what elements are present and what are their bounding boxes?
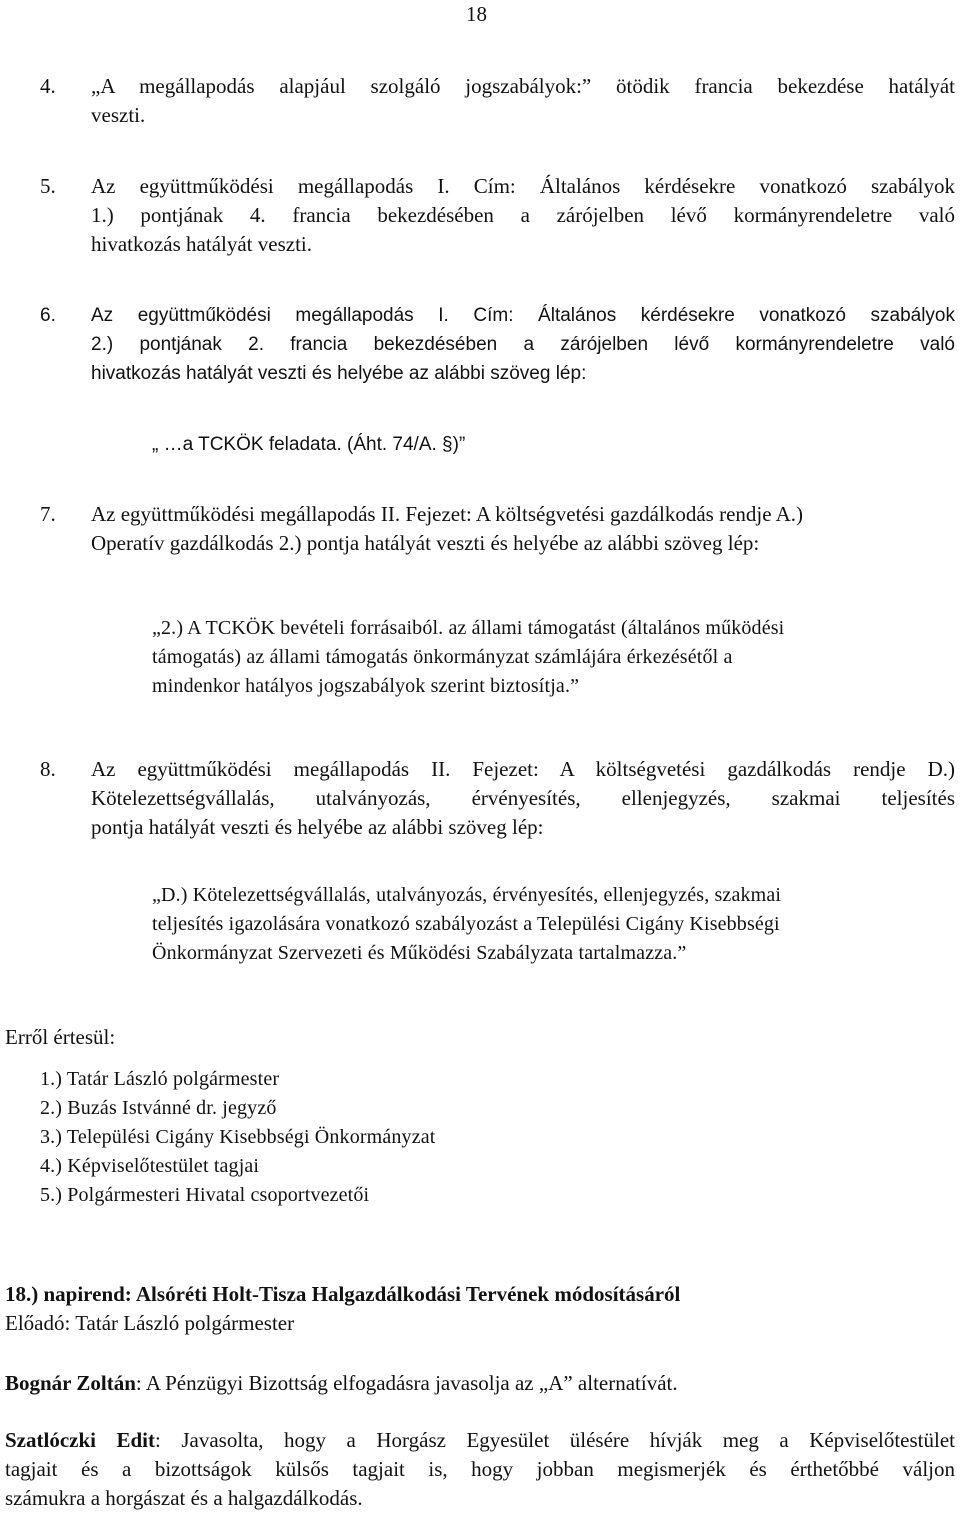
quote-text: „ …a TCKÖK feladata. (Áht. 74/A. §)” <box>152 434 466 455</box>
item-line: Az együttműködési megállapodás I. Cím: Általános kérdésekre vonatkozó szabályok <box>91 305 955 326</box>
statement-line: számukra a horgászat és a halgazdálkodás. <box>5 1486 363 1510</box>
item-line: hivatkozás hatályát veszti és helyébe az alábbi szöveg lép: <box>91 363 587 384</box>
quote-line: „2.) A TCKÖK bevételi forrásaiból. az állami támogatást (általános működési <box>152 617 785 639</box>
statement-line: tagjait és a bizottságok külsős tagjait is, hogy jobban megismerjék és érthetőbbé váljon <box>5 1457 955 1481</box>
quote-line: „D.) Kötelezettségvállalás, utalványozás, érvényesítés, ellenjegyzés, szakmai <box>152 884 782 906</box>
page-number: 18 <box>466 2 487 26</box>
statement-text: : A Pénzügyi Bizottság elfogadásra javasolja az „A” alternatívát. <box>135 1371 678 1395</box>
list-item: 3.) Települési Cigány Kisebbségi Önkormányzat <box>40 1126 436 1148</box>
speaker-name: Bognár Zoltán <box>5 1371 136 1395</box>
item-line: Az együttműködési megállapodás II. Fejezet: A költségvetési gazdálkodás rendje A.) <box>91 502 804 526</box>
list-item: 4.) Képviselőtestület tagjai <box>40 1155 260 1177</box>
item-number: 8. <box>40 757 56 781</box>
notify-list <box>40 1065 435 1210</box>
item-text <box>91 72 955 130</box>
item-line: 2.) pontjának 2. francia bekezdésében a zárójelben lévő kormányrendeletre való <box>91 334 955 355</box>
quote-block <box>152 881 932 968</box>
item-number: 6. <box>40 305 56 326</box>
item-text <box>91 755 955 842</box>
item-line: 1.) pontjának 4. francia bekezdésében a zárójelben lévő kormányrendeletre való <box>91 203 955 227</box>
item-line: Operatív gazdálkodás 2.) pontja hatályát veszti és helyébe az alábbi szöveg lép: <box>91 531 760 555</box>
item-line: hivatkozás hatályát veszti. <box>91 232 313 256</box>
list-item: 1.) Tatár László polgármester <box>40 1068 280 1090</box>
quote-line: mindenkor hatályos jogszabályok szerint biztosítja.” <box>152 675 580 697</box>
item-line: Kötelezettségvállalás, utalványozás, érvényesítés, ellenjegyzés, szakmai teljesítés <box>91 786 955 810</box>
item-line: Az együttműködési megállapodás I. Cím: Általános kérdésekre vonatkozó szabályok <box>91 174 955 198</box>
item-number: 7. <box>40 502 56 526</box>
item-line: „A megállapodás alapjául szolgáló jogszabályok:” ötödik francia bekezdése hatályát <box>91 74 955 98</box>
list-item: 2.) Buzás Istvánné dr. jegyző <box>40 1097 277 1119</box>
statement <box>5 1369 955 1398</box>
quote-line: támogatás) az állami támogatás önkormányzat számlájára érkezésétől a <box>152 646 733 668</box>
item-number: 5. <box>40 174 56 198</box>
item-text <box>91 172 955 259</box>
quote-line: teljesítés igazolására vonatkozó szabályozást a Települési Cigány Kisebbségi <box>152 913 780 935</box>
speaker-name: Szatlóczki Edit <box>5 1428 155 1452</box>
statement <box>5 1426 955 1513</box>
notify-heading: Erről értesül: <box>5 1025 116 1049</box>
list-item: 5.) Polgármesteri Hivatal csoportvezetői <box>40 1184 370 1206</box>
statement-line <box>5 1426 955 1455</box>
agenda-presenter: Előadó: Tatár László polgármester <box>5 1311 295 1335</box>
item-line: Az együttműködési megállapodás II. Fejezet: A költségvetési gazdálkodás rendje D.) <box>91 757 955 781</box>
item-number: 4. <box>40 74 56 98</box>
item-line: veszti. <box>91 103 146 127</box>
quote-line: Önkormányzat Szervezeti és Működési Szabályzata tartalmazza.” <box>152 942 687 964</box>
statement-text: : Javasolta, hogy a Horgász Egyesület ülésére hívják meg a Képviselőtestület <box>155 1428 955 1452</box>
agenda-title <box>5 1280 955 1309</box>
item-text <box>91 301 955 388</box>
item-text <box>91 500 955 558</box>
quote-block <box>152 614 932 701</box>
agenda-title-text: 18.) napirend: Alsóréti Holt-Tisza Halgazdálkodási Tervének módosításáról <box>5 1282 681 1306</box>
item-line: pontja hatályát veszti és helyébe az alábbi szöveg lép: <box>91 815 544 839</box>
